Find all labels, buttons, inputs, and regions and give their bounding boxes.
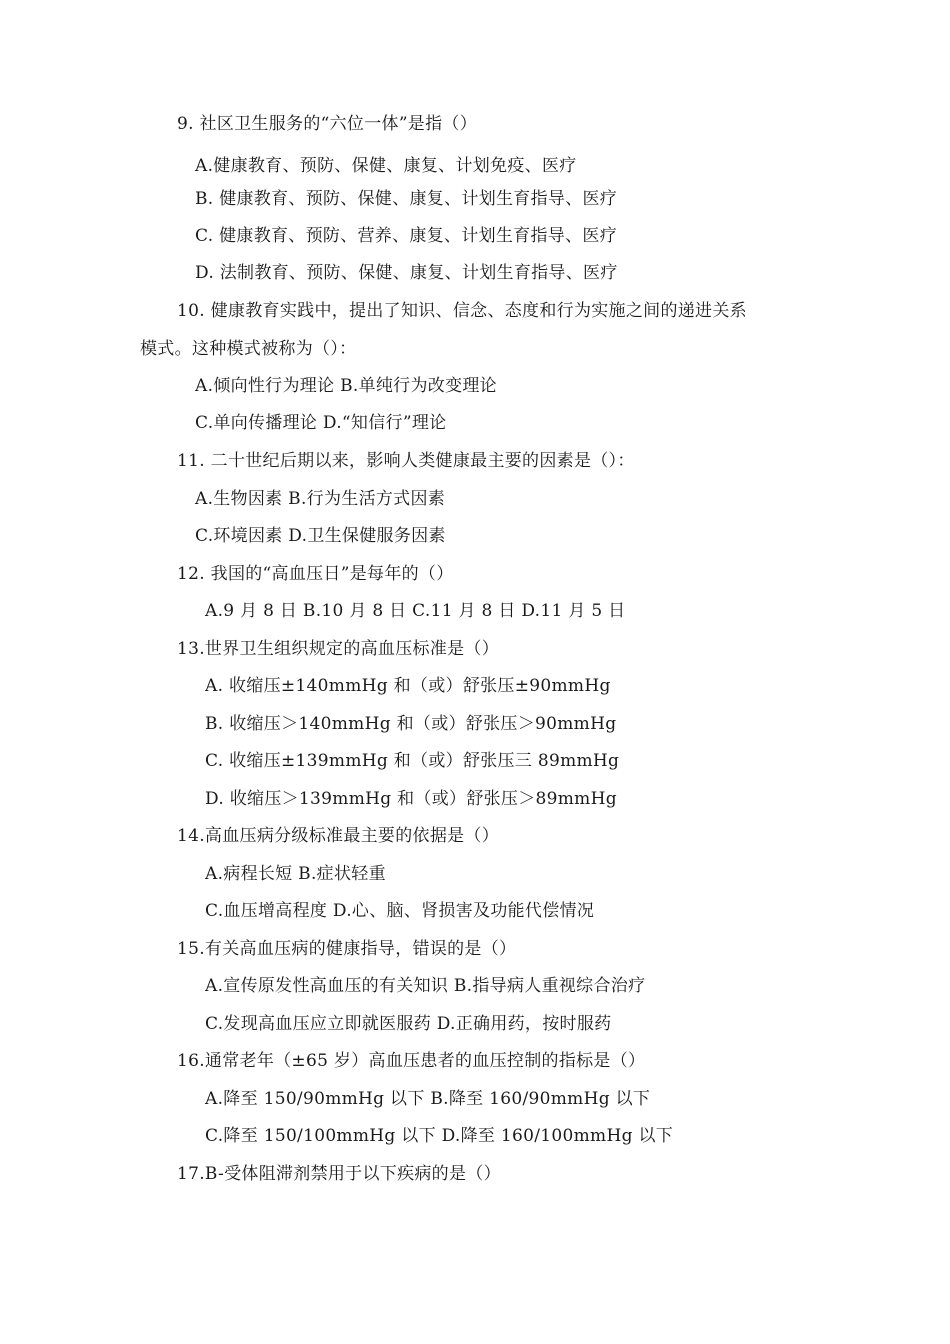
q9-option-a: A.健康教育、预防、保健、康复、计划免疫、医疗 xyxy=(195,156,577,176)
question-9: 9. 社区卫生服务的“六位一体”是指（） xyxy=(177,114,478,134)
q16-options-cd: C.降至 150/100mmHg 以下 D.降至 160/100mmHg 以下 xyxy=(205,1126,674,1146)
q13-option-d: D. 收缩压＞139mmHg 和（或）舒张压＞89mmHg xyxy=(205,789,617,809)
question-13: 13.世界卫生组织规定的高血压标准是（） xyxy=(177,639,500,659)
q11-options-ab: A.生物因素 B.行为生活方式因素 xyxy=(195,489,446,509)
question-16: 16.通常老年（±65 岁）高血压患者的血压控制的指标是（） xyxy=(177,1051,646,1071)
question-10-line-1: 10. 健康教育实践中，提出了知识、信念、态度和行为实施之间的递进关系 xyxy=(177,301,747,321)
q15-options-cd: C.发现高血压应立即就医服药 D.正确用药，按时服药 xyxy=(205,1014,612,1034)
q12-options: A.9 月 8 日 B.10 月 8 日 C.11 月 8 日 D.11 月 5 日 xyxy=(205,601,626,621)
question-12: 12. 我国的“高血压日”是每年的（） xyxy=(177,564,454,584)
question-17: 17.B-受体阻滞剂禁用于以下疾病的是（） xyxy=(177,1164,501,1184)
q10-options-cd: C.单向传播理论 D.“知信行”理论 xyxy=(195,413,447,433)
q9-option-d: D. 法制教育、预防、保健、康复、计划生育指导、医疗 xyxy=(195,263,618,283)
q13-option-b: B. 收缩压＞140mmHg 和（或）舒张压＞90mmHg xyxy=(205,714,617,734)
q14-options-ab: A.病程长短 B.症状轻重 xyxy=(205,864,386,884)
question-10-line-2: 模式。这种模式被称为（）： xyxy=(140,339,357,359)
question-11: 11. 二十世纪后期以来，影响人类健康最主要的因素是（）： xyxy=(177,451,635,471)
question-15: 15.有关高血压病的健康指导，错误的是（） xyxy=(177,939,517,959)
q13-option-a: A. 收缩压±140mmHg 和（或）舒张压±90mmHg xyxy=(205,676,611,696)
q16-options-ab: A.降至 150/90mmHg 以下 B.降至 160/90mmHg 以下 xyxy=(205,1089,651,1109)
q11-options-cd: C.环境因素 D.卫生保健服务因素 xyxy=(195,526,446,546)
q15-options-ab: A.宣传原发性高血压的有关知识 B.指导病人重视综合治疗 xyxy=(205,976,646,996)
q10-options-ab: A.倾向性行为理论 B.单纯行为改变理论 xyxy=(195,376,497,396)
q9-option-b: B. 健康教育、预防、保健、康复、计划生育指导、医疗 xyxy=(195,189,618,209)
question-14: 14.高血压病分级标准最主要的依据是（） xyxy=(177,826,500,846)
q14-options-cd: C.血压增高程度 D.心、脑、肾损害及功能代偿情况 xyxy=(205,901,595,921)
q13-option-c: C. 收缩压±139mmHg 和（或）舒张压三 89mmHg xyxy=(205,751,620,771)
q9-option-c: C. 健康教育、预防、营养、康复、计划生育指导、医疗 xyxy=(195,226,618,246)
